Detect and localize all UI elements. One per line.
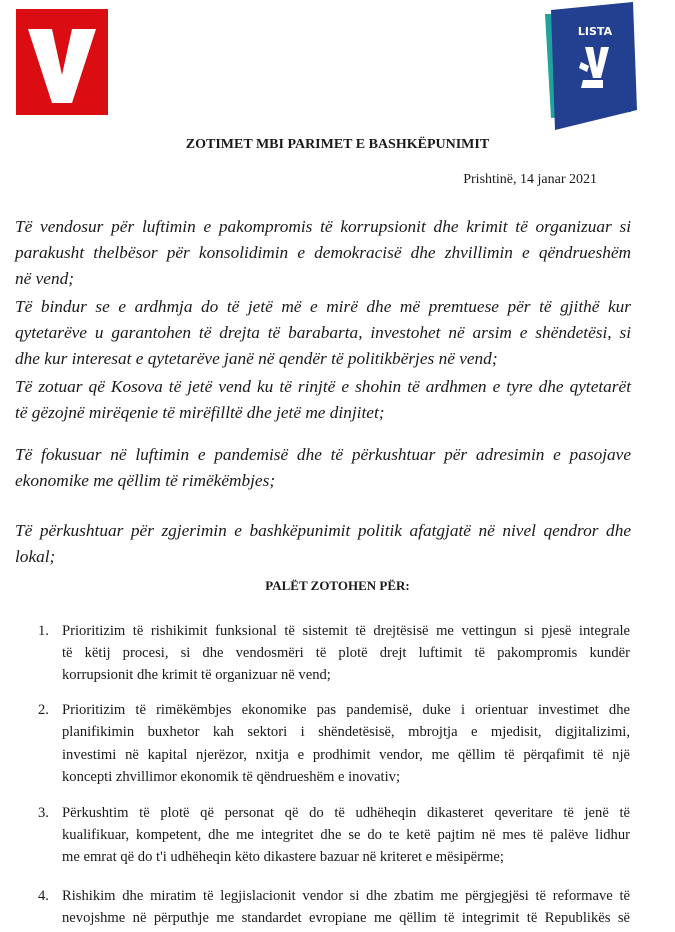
preamble-line: Të përkushtuar për zgjerimin e bashkëpunimit politik afatgjatë në nivel qendror dhe (15, 521, 631, 540)
commitments-heading: PALËT ZOTOHEN PËR: (265, 578, 410, 593)
list-line: të këtij procesi, si dhe vendosmëri të plotë drejt luftimit të pakompromis kundër (62, 645, 630, 661)
document-date: Prishtinë, 14 janar 2021 (463, 172, 597, 187)
list-line: kualifikuar, kompetent, dhe me integritet dhe se do te ketë pajtim në mes të palëve lidhur (62, 827, 630, 843)
preamble-line: Të fokusuar në luftimin e pandemisë dhe të përkushtuar për adresimin e pasojave (15, 445, 631, 464)
vetevendosje-logo (16, 9, 108, 115)
list-line: korrupsionit dhe krimit të organizuar në vend; (62, 667, 331, 683)
list-number: 2. (38, 702, 49, 718)
svg-text:LISTA: LISTA (577, 25, 613, 38)
preamble-line: lokal; (15, 547, 56, 566)
list-number: 3. (38, 805, 49, 821)
lista-logo (545, 2, 641, 130)
preamble-line: Të zotuar që Kosova të jetë vend ku të rinjtë e shohin të ardhmen e tyre dhe qytetarët (15, 377, 631, 396)
list-line: Prioritizim të rishikimit funksional të sistemit të drejtësisë me vettingun si pjesë integrale (62, 623, 630, 639)
list-number: 1. (38, 623, 49, 639)
preamble-line: qytetarëve u garantohen të drejta të barabarta, investohet në arsim e shëndetësi, si (15, 323, 631, 342)
preamble-line: Të bindur se e ardhmja do të jetë më e mirë dhe më premtuese për të gjithë kur (15, 297, 631, 316)
list-number: 4. (38, 888, 49, 904)
list-line: nevojshme në përputhje me standardet evropiane me qëllim të integrimit të Republikës së (62, 910, 630, 926)
document-title: ZOTIMET MBI PARIMET E BASHKËPUNIMIT (185, 137, 490, 152)
list-line: koncepti zhvillimor ekonomik të qëndrueshëm e inovativ; (62, 769, 401, 785)
preamble-line: Të vendosur për luftimin e pakompromis të korrupsionit dhe krimit të organizuar si (15, 217, 631, 236)
list-line: investimi në kapital njerëzor, nxitja e prodhimit vendor, me qëllim të përqafimit të një (62, 747, 630, 763)
preamble-line: dhe kur interesat e qytetarëve janë në qendër të politikbërjes në vend; (15, 349, 498, 368)
preamble-line: të gëzojnë mirëqenie të mirëfilltë dhe jetë me dinjitet; (15, 403, 385, 422)
list-line: me emrat që do t'i udhëheqin këto dikastere bazuar në kriteret e mësipërme; (62, 849, 504, 865)
preamble-line: në vend; (15, 269, 75, 288)
list-line: Prioritizim të rimëkëmbjes ekonomike pas pandemisë, duke i orientuar investimet dhe (62, 702, 630, 718)
preamble-line: ekonomike me qëllim të rimëkëmbjes; (15, 471, 276, 490)
list-line: Rishikim dhe miratim të legjislacionit vendor si dhe zbatim me përgjegjësi të reformave të (62, 888, 630, 904)
preamble-line: parakusht thelbësor për konsolidimin e demokracisë dhe zhvillimin e qëndrueshëm (15, 243, 631, 262)
list-line: planifikimin buxhetor kah sektori i shëndetësisë, mbrojtja e mjedisit, digjitalizimi, (62, 724, 630, 740)
list-line: Përkushtim të plotë që personat që do të udhëheqin dikasteret qeveritare të jenë të (62, 805, 630, 821)
v-letter-icon (16, 9, 108, 115)
